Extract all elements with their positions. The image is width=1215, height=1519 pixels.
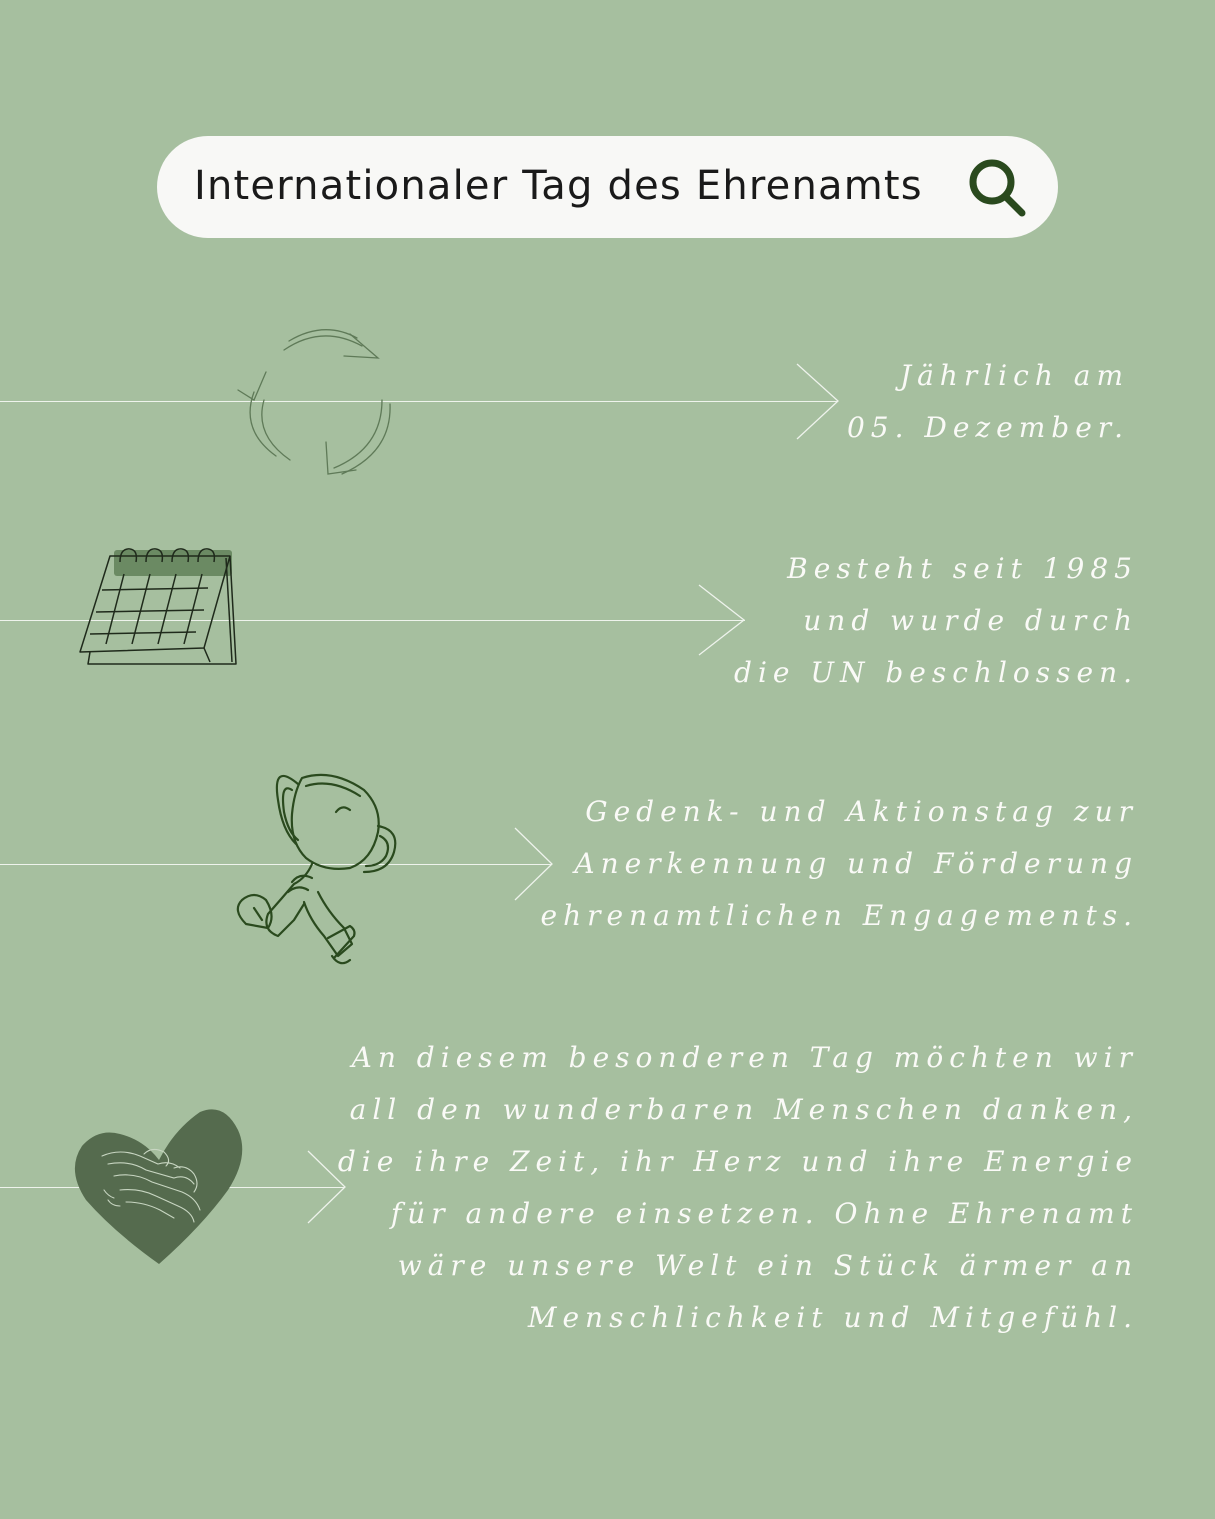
timeline-line [0, 401, 838, 402]
search-query-text: Internationaler Tag des Ehrenamts [194, 163, 923, 209]
row-text-line: Anerkennung und Förderung [574, 847, 1138, 880]
row-text-line: für andere einsetzen. Ohne Ehrenamt [390, 1197, 1138, 1230]
row-text [541, 786, 1138, 942]
row-text [338, 1032, 1138, 1344]
row-text [847, 350, 1129, 454]
row-text-line: und wurde durch [803, 604, 1138, 637]
search-icon[interactable] [963, 152, 1033, 222]
row-text-line: ehrenamtlichen Engagements. [540, 899, 1138, 932]
row-text-line: die ihre Zeit, ihr Herz und ihre Energie [337, 1145, 1138, 1178]
arrow-right-icon [796, 362, 846, 442]
heart-handshake-icon [74, 1108, 244, 1268]
row-text [734, 543, 1138, 699]
row-text-line: Menschlichkeit und Mitgefühl. [527, 1301, 1138, 1334]
refresh-cycle-icon [232, 320, 402, 485]
row-text-line: die UN beschlossen. [734, 656, 1138, 689]
search-bar[interactable] [157, 136, 1058, 238]
row-text-line: Gedenk- und Aktionstag zur [585, 795, 1138, 828]
row-text-line: wäre unsere Welt ein Stück ärmer an [397, 1249, 1138, 1282]
calendar-icon [76, 544, 241, 670]
row-text-line: Besteht seit 1985 [787, 552, 1138, 585]
row-text-line: Jährlich am [899, 359, 1129, 392]
trophy-hand-icon [232, 760, 402, 970]
row-text-line: all den wunderbaren Menschen danken, [349, 1093, 1138, 1126]
row-text-line: 05. Dezember. [846, 411, 1129, 444]
row-text-line: An diesem besonderen Tag möchten wir [351, 1041, 1138, 1074]
